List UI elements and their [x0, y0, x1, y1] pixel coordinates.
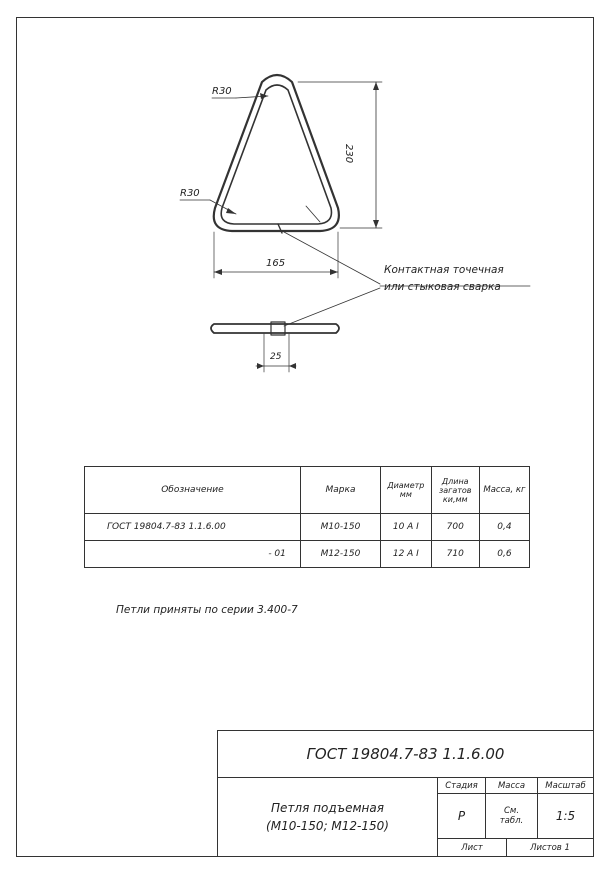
row1-grade: М10-150 [300, 514, 380, 541]
height-arrow-top [373, 82, 379, 90]
header-length: Длина загатов ки,мм [431, 467, 479, 514]
side-view-bar [211, 324, 339, 333]
height-dimension-label: 230 [343, 144, 354, 164]
row2-length: 710 [431, 541, 479, 568]
mass-label: Масса [485, 777, 538, 794]
mass-value: См. табл. [485, 793, 538, 839]
row2-mass: 0,6 [479, 541, 529, 568]
height-arrow-bottom [373, 220, 379, 228]
sheets-label: Листов 1 [506, 838, 594, 857]
title-line1: Петля подъемная [271, 801, 384, 815]
title-block [217, 730, 594, 857]
row2-grade: М12-150 [300, 541, 380, 568]
radius-top-label: R30 [212, 86, 232, 97]
table-row [85, 514, 530, 541]
radius-left-arrowhead [226, 208, 236, 214]
header-designation: Обозначение [85, 467, 301, 514]
row1-length: 700 [431, 514, 479, 541]
row2-diameter: 12 А I [381, 541, 431, 568]
header-diameter: Диаметр мм [381, 467, 431, 514]
width-arrow-left [214, 269, 222, 275]
row1-diameter: 10 А I [381, 514, 431, 541]
width-dimension-label: 165 [266, 258, 286, 269]
header-mass: Масса, кг [479, 467, 529, 514]
sheet-label: Лист [437, 838, 507, 857]
stage-label: Стадия [437, 777, 486, 794]
series-note: Петли приняты по серии 3.400-7 [116, 604, 298, 616]
header-grade: Марка [300, 467, 380, 514]
stage-value: Р [437, 793, 486, 839]
table-row [85, 541, 530, 568]
weld-note-line2: или стыковая сварка [384, 281, 501, 293]
weld-note-line1: Контактная точечная [384, 264, 504, 276]
thickness-arrow-right [289, 363, 296, 369]
loop-inner-contour [221, 85, 331, 224]
weld-leader-bottom [284, 288, 380, 326]
row2-designation: - 01 [85, 541, 301, 568]
radius-right-arrow [306, 206, 320, 222]
row1-mass: 0,4 [479, 514, 529, 541]
title-cell [217, 777, 438, 857]
title-line2: (М10-150; М12-150) [266, 819, 389, 833]
spec-header-row [85, 467, 530, 514]
doc-code: ГОСТ 19804.7-83 1.1.6.00 [217, 730, 594, 778]
thickness-dimension-label: 25 [270, 352, 282, 362]
width-arrow-right [330, 269, 338, 275]
scale-label: Масштаб [537, 777, 594, 794]
thickness-arrow-left [257, 363, 264, 369]
row1-designation: ГОСТ 19804.7-83 1.1.6.00 [85, 514, 301, 541]
weld-leader-top [284, 232, 380, 284]
scale-value: 1:5 [537, 793, 594, 839]
radius-left-label: R30 [180, 188, 200, 199]
specification-table [84, 466, 530, 568]
